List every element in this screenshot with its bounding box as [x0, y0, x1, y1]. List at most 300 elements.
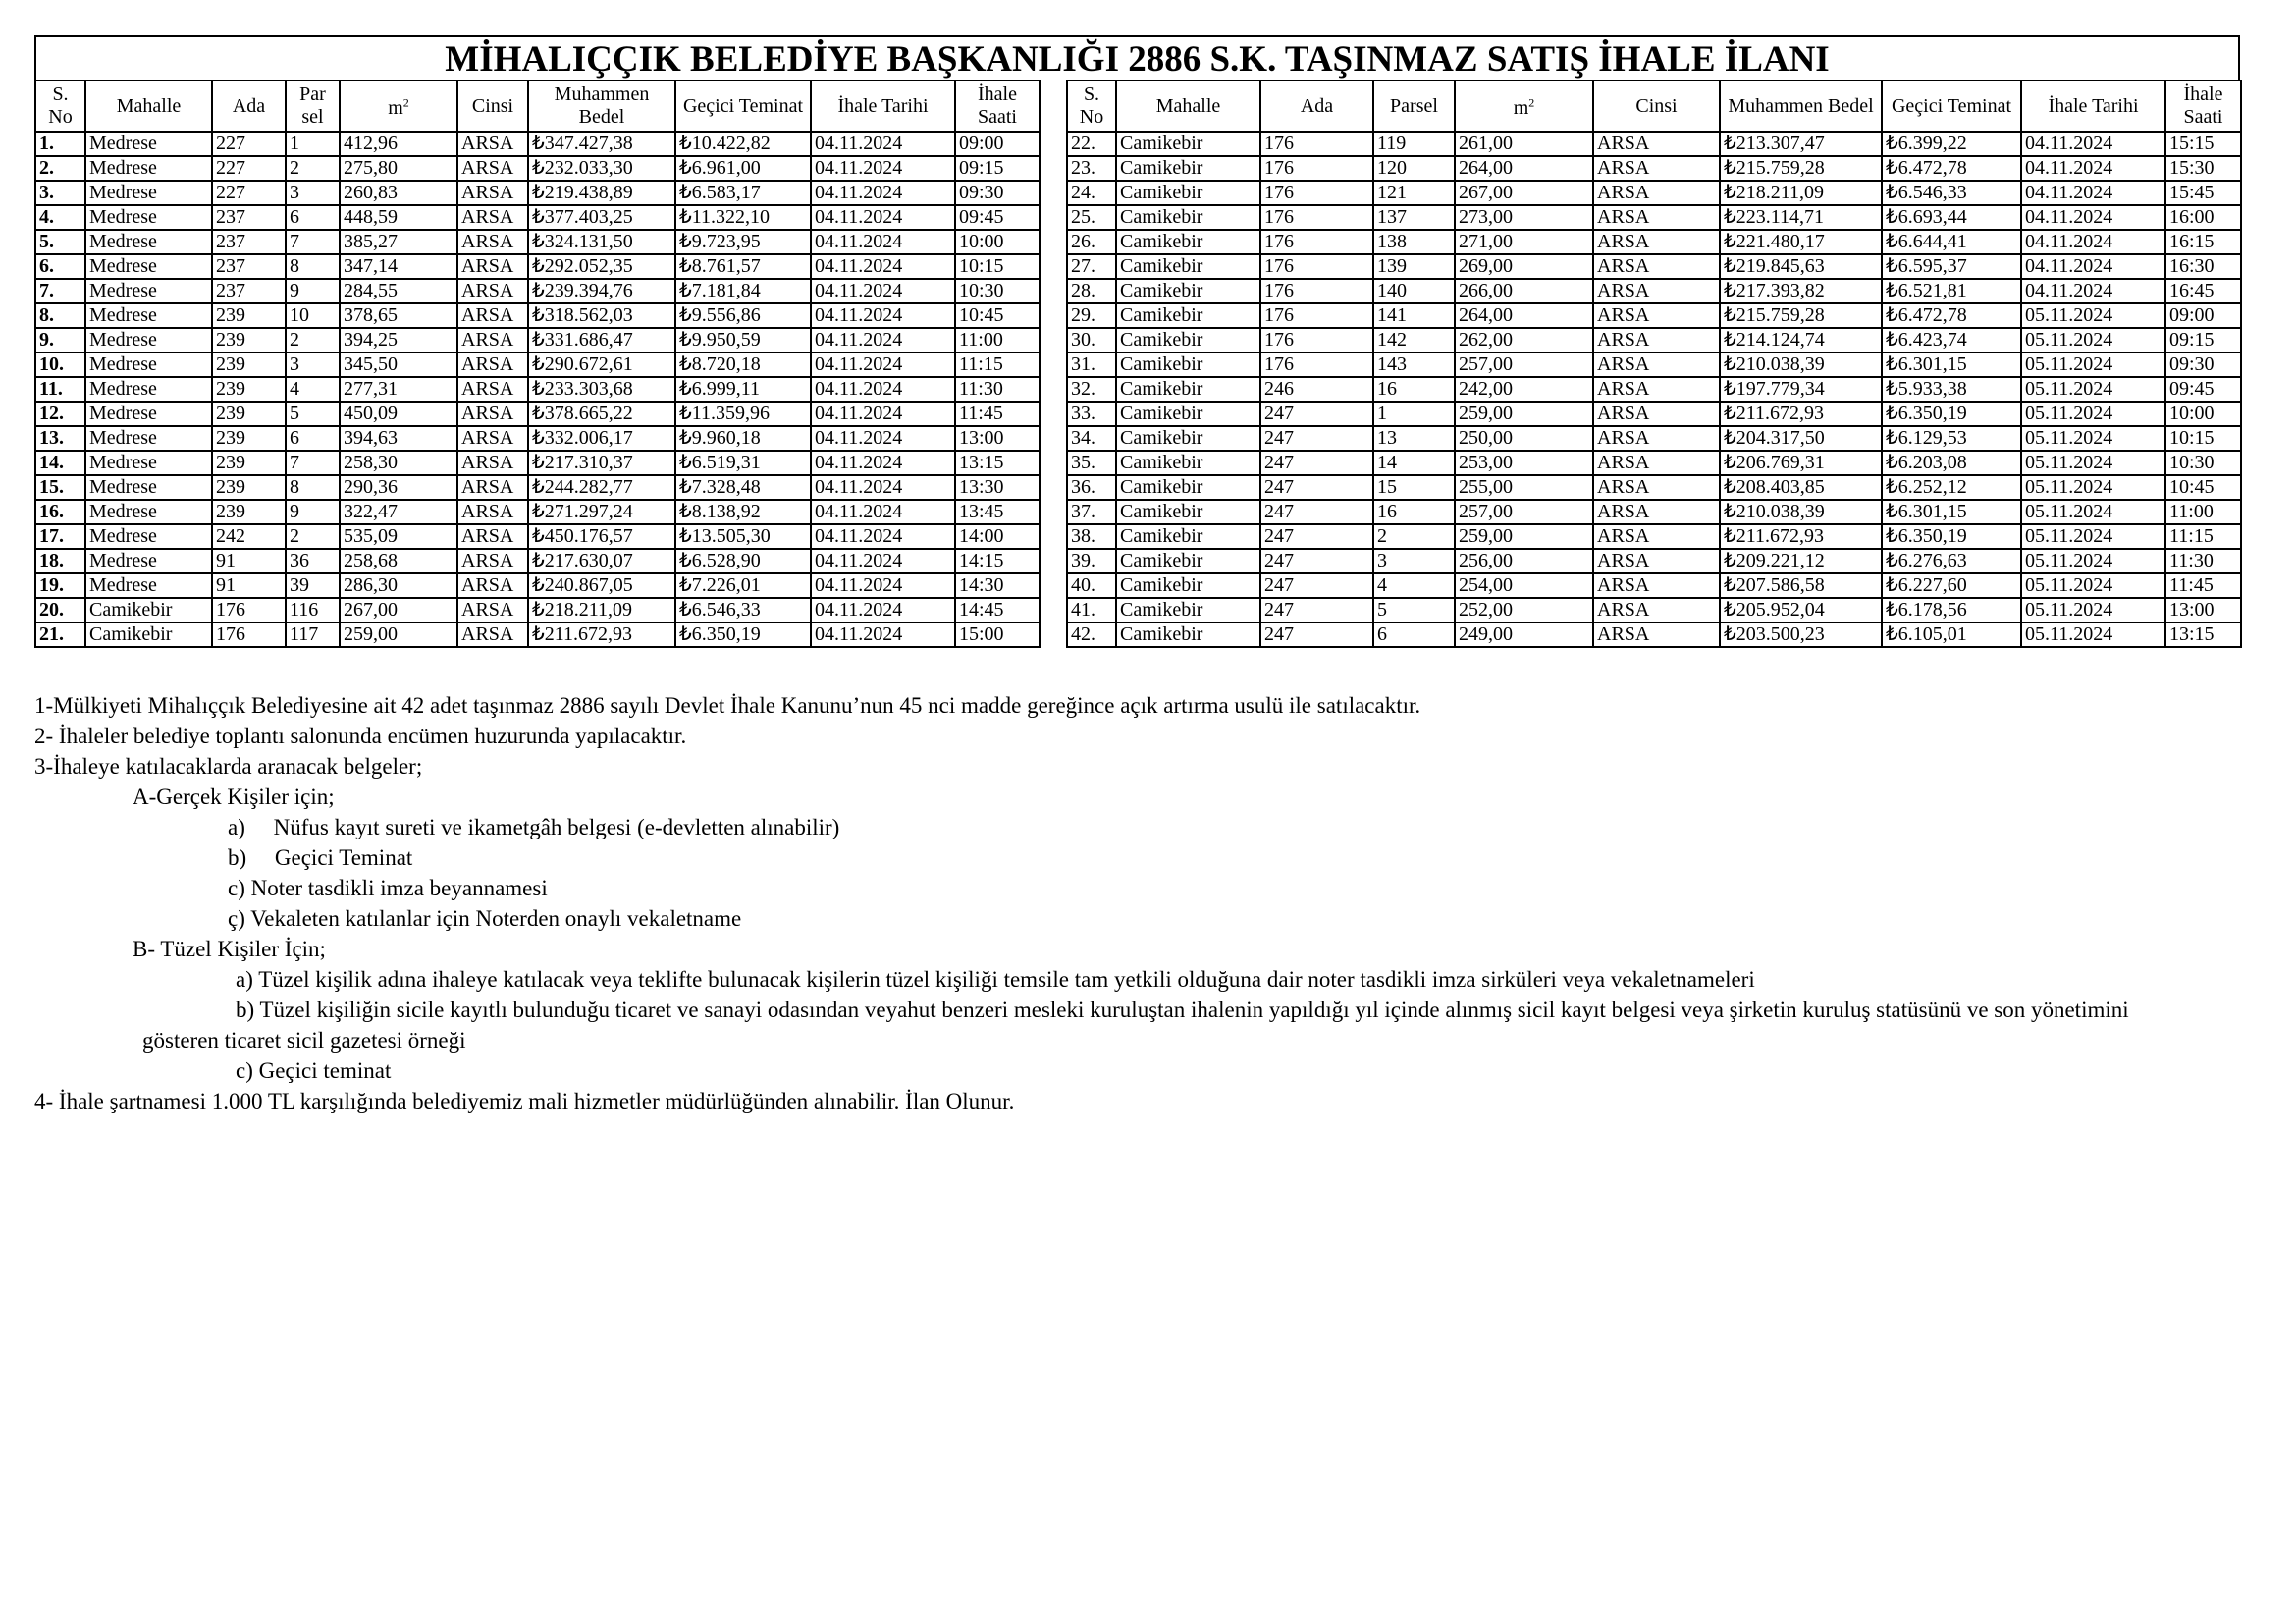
cell-ihale-tarihi: 04.11.2024 [811, 500, 955, 524]
cell-ihale-saati: 13:00 [2165, 598, 2241, 623]
cell-muhammen-bedel: ₺213.307,47 [1720, 132, 1882, 156]
cell-gecici-teminat: ₺9.556,86 [675, 303, 811, 328]
header-gecici-teminat: Geçici Teminat [1882, 81, 2021, 132]
cell-m2: 252,00 [1455, 598, 1593, 623]
cell-m2: 258,30 [340, 451, 457, 475]
cell-m2: 259,00 [1455, 524, 1593, 549]
auction-table-right [1066, 80, 2242, 648]
cell-cinsi: ARSA [1593, 573, 1720, 598]
cell-ada: 227 [212, 156, 286, 181]
cell-muhammen-bedel: ₺204.317,50 [1720, 426, 1882, 451]
cell-mahalle: Medrese [85, 132, 212, 156]
cell-sira-no: 17. [35, 524, 85, 549]
cell-muhammen-bedel: ₺240.867,05 [528, 573, 675, 598]
header-mahalle: Mahalle [1116, 81, 1260, 132]
cell-ihale-saati: 09:15 [2165, 328, 2241, 352]
cell-m2: 267,00 [340, 598, 457, 623]
cell-muhammen-bedel: ₺244.282,77 [528, 475, 675, 500]
cell-ihale-saati: 11:30 [955, 377, 1040, 402]
note-line: b) Tüzel kişiliğin sicile kayıtlı bulunduğu ticaret ve sanayi odasından veyahut benzeri mesleki kuruluştan ihalenin yapıldığı yıl içinde alınmış sicil kayıt belgesi veya şirketin kuruluş statüsünü ve son yönetimini [236, 998, 2129, 1022]
cell-gecici-teminat: ₺6.472,78 [1882, 303, 2021, 328]
cell-muhammen-bedel: ₺217.310,37 [528, 451, 675, 475]
cell-gecici-teminat: ₺6.252,12 [1882, 475, 2021, 500]
table-row [35, 230, 1040, 254]
cell-sira-no: 30. [1067, 328, 1116, 352]
cell-muhammen-bedel: ₺217.630,07 [528, 549, 675, 573]
cell-m2: 257,00 [1455, 352, 1593, 377]
cell-parsel: 121 [1373, 181, 1455, 205]
note-line: B- Tüzel Kişiler İçin; [133, 937, 326, 961]
cell-parsel: 3 [286, 352, 340, 377]
cell-m2: 253,00 [1455, 451, 1593, 475]
cell-ada: 239 [212, 451, 286, 475]
cell-sira-no: 32. [1067, 377, 1116, 402]
cell-gecici-teminat: ₺6.399,22 [1882, 132, 2021, 156]
cell-parsel: 6 [1373, 623, 1455, 647]
cell-parsel: 2 [1373, 524, 1455, 549]
cell-muhammen-bedel: ₺219.438,89 [528, 181, 675, 205]
cell-m2: 271,00 [1455, 230, 1593, 254]
cell-ihale-tarihi: 04.11.2024 [811, 475, 955, 500]
cell-mahalle: Camikebir [1116, 303, 1260, 328]
cell-muhammen-bedel: ₺209.221,12 [1720, 549, 1882, 573]
cell-gecici-teminat: ₺9.960,18 [675, 426, 811, 451]
header-ihale-saati: İhale Saati [2165, 81, 2241, 132]
cell-m2: 275,80 [340, 156, 457, 181]
table-row [1067, 328, 2241, 352]
table-row [35, 181, 1040, 205]
cell-ada: 91 [212, 573, 286, 598]
table-row [1067, 254, 2241, 279]
cell-m2: 258,68 [340, 549, 457, 573]
header-gecici-teminat: Geçici Teminat [675, 81, 811, 132]
cell-cinsi: ARSA [1593, 426, 1720, 451]
cell-gecici-teminat: ₺6.423,74 [1882, 328, 2021, 352]
cell-ihale-tarihi: 04.11.2024 [2021, 181, 2165, 205]
cell-cinsi: ARSA [1593, 132, 1720, 156]
table-row [35, 426, 1040, 451]
cell-m2: 535,09 [340, 524, 457, 549]
cell-mahalle: Camikebir [1116, 230, 1260, 254]
cell-ada: 239 [212, 475, 286, 500]
cell-ihale-tarihi: 04.11.2024 [811, 352, 955, 377]
cell-gecici-teminat: ₺6.227,60 [1882, 573, 2021, 598]
cell-ihale-tarihi: 04.11.2024 [811, 132, 955, 156]
table-row [1067, 279, 2241, 303]
cell-ihale-saati: 14:30 [955, 573, 1040, 598]
cell-m2: 273,00 [1455, 205, 1593, 230]
cell-parsel: 4 [286, 377, 340, 402]
cell-m2: 257,00 [1455, 500, 1593, 524]
cell-muhammen-bedel: ₺347.427,38 [528, 132, 675, 156]
cell-ada: 176 [212, 598, 286, 623]
cell-m2: 394,63 [340, 426, 457, 451]
cell-ihale-saati: 10:00 [955, 230, 1040, 254]
cell-sira-no: 25. [1067, 205, 1116, 230]
cell-m2: 266,00 [1455, 279, 1593, 303]
note-line: a) Tüzel kişilik adına ihaleye katılacak veya teklifte bulunacak kişilerin tüzel kişiliği temsile tam yetkili olduğuna dair noter tasdikli imza sirküleri veya vekaletnameleri [236, 967, 1755, 992]
cell-muhammen-bedel: ₺215.759,28 [1720, 156, 1882, 181]
cell-sira-no: 6. [35, 254, 85, 279]
cell-ada: 176 [1260, 132, 1373, 156]
cell-ihale-tarihi: 04.11.2024 [2021, 205, 2165, 230]
cell-ihale-tarihi: 04.11.2024 [811, 426, 955, 451]
cell-ihale-saati: 09:45 [2165, 377, 2241, 402]
cell-muhammen-bedel: ₺218.211,09 [528, 598, 675, 623]
cell-sira-no: 14. [35, 451, 85, 475]
cell-cinsi: ARSA [457, 328, 528, 352]
cell-ada: 247 [1260, 623, 1373, 647]
cell-cinsi: ARSA [1593, 451, 1720, 475]
cell-ihale-tarihi: 04.11.2024 [811, 402, 955, 426]
cell-parsel: 143 [1373, 352, 1455, 377]
cell-parsel: 9 [286, 500, 340, 524]
cell-gecici-teminat: ₺5.933,38 [1882, 377, 2021, 402]
cell-ihale-tarihi: 04.11.2024 [811, 377, 955, 402]
cell-cinsi: ARSA [457, 623, 528, 647]
cell-gecici-teminat: ₺6.276,63 [1882, 549, 2021, 573]
table-row [35, 451, 1040, 475]
cell-ihale-saati: 09:00 [955, 132, 1040, 156]
cell-parsel: 13 [1373, 426, 1455, 451]
cell-ada: 247 [1260, 549, 1373, 573]
cell-ada: 176 [1260, 279, 1373, 303]
cell-ihale-tarihi: 04.11.2024 [811, 156, 955, 181]
cell-cinsi: ARSA [457, 426, 528, 451]
note-line: 4- İhale şartnamesi 1.000 TL karşılığında belediyemiz mali hizmetler müdürlüğünden alınabilir. İlan Olunur. [34, 1089, 1015, 1113]
cell-cinsi: ARSA [1593, 254, 1720, 279]
cell-m2: 450,09 [340, 402, 457, 426]
cell-ada: 239 [212, 500, 286, 524]
table-row [1067, 230, 2241, 254]
cell-ada: 176 [1260, 303, 1373, 328]
cell-ihale-tarihi: 05.11.2024 [2021, 426, 2165, 451]
cell-ihale-tarihi: 05.11.2024 [2021, 500, 2165, 524]
cell-muhammen-bedel: ₺324.131,50 [528, 230, 675, 254]
cell-ihale-saati: 13:30 [955, 475, 1040, 500]
cell-mahalle: Medrese [85, 254, 212, 279]
header-parsel: Par sel [286, 81, 340, 132]
header-muhammen-bedel: Muhammen Bedel [1720, 81, 1882, 132]
cell-m2: 448,59 [340, 205, 457, 230]
cell-ihale-saati: 11:45 [955, 402, 1040, 426]
cell-ihale-tarihi: 04.11.2024 [811, 598, 955, 623]
cell-cinsi: ARSA [457, 303, 528, 328]
cell-mahalle: Medrese [85, 181, 212, 205]
cell-ihale-saati: 09:00 [2165, 303, 2241, 328]
cell-mahalle: Medrese [85, 573, 212, 598]
cell-ihale-tarihi: 04.11.2024 [811, 279, 955, 303]
cell-sira-no: 13. [35, 426, 85, 451]
cell-muhammen-bedel: ₺318.562,03 [528, 303, 675, 328]
cell-parsel: 2 [286, 328, 340, 352]
cell-ihale-tarihi: 05.11.2024 [2021, 451, 2165, 475]
cell-sira-no: 42. [1067, 623, 1116, 647]
cell-mahalle: Medrese [85, 156, 212, 181]
cell-m2: 264,00 [1455, 303, 1593, 328]
cell-muhammen-bedel: ₺217.393,82 [1720, 279, 1882, 303]
cell-ihale-saati: 16:15 [2165, 230, 2241, 254]
cell-ihale-saati: 13:15 [955, 451, 1040, 475]
cell-gecici-teminat: ₺6.203,08 [1882, 451, 2021, 475]
cell-parsel: 16 [1373, 500, 1455, 524]
cell-mahalle: Medrese [85, 377, 212, 402]
cell-muhammen-bedel: ₺211.672,93 [528, 623, 675, 647]
cell-gecici-teminat: ₺9.950,59 [675, 328, 811, 352]
cell-gecici-teminat: ₺6.644,41 [1882, 230, 2021, 254]
cell-sira-no: 26. [1067, 230, 1116, 254]
cell-ihale-tarihi: 04.11.2024 [811, 549, 955, 573]
cell-sira-no: 10. [35, 352, 85, 377]
cell-muhammen-bedel: ₺271.297,24 [528, 500, 675, 524]
cell-cinsi: ARSA [457, 132, 528, 156]
cell-muhammen-bedel: ₺210.038,39 [1720, 500, 1882, 524]
table-row [1067, 573, 2241, 598]
cell-mahalle: Camikebir [1116, 181, 1260, 205]
cell-mahalle: Medrese [85, 524, 212, 549]
note-line: c) Noter tasdikli imza beyannamesi [228, 876, 548, 900]
cell-muhammen-bedel: ₺221.480,17 [1720, 230, 1882, 254]
cell-gecici-teminat: ₺11.322,10 [675, 205, 811, 230]
cell-gecici-teminat: ₺6.521,81 [1882, 279, 2021, 303]
cell-cinsi: ARSA [1593, 549, 1720, 573]
cell-muhammen-bedel: ₺378.665,22 [528, 402, 675, 426]
note-line: 2- İhaleler belediye toplantı salonunda encümen huzurunda yapılacaktır. [34, 724, 687, 748]
cell-parsel: 4 [1373, 573, 1455, 598]
cell-ihale-saati: 15:45 [2165, 181, 2241, 205]
cell-sira-no: 31. [1067, 352, 1116, 377]
cell-sira-no: 41. [1067, 598, 1116, 623]
cell-ihale-tarihi: 05.11.2024 [2021, 328, 2165, 352]
cell-m2: 250,00 [1455, 426, 1593, 451]
table-row [1067, 524, 2241, 549]
cell-m2: 242,00 [1455, 377, 1593, 402]
cell-ada: 176 [1260, 230, 1373, 254]
cell-ada: 176 [1260, 352, 1373, 377]
cell-ihale-saati: 09:15 [955, 156, 1040, 181]
cell-mahalle: Camikebir [1116, 500, 1260, 524]
cell-cinsi: ARSA [457, 451, 528, 475]
cell-m2: 347,14 [340, 254, 457, 279]
cell-parsel: 3 [1373, 549, 1455, 573]
table-row [1067, 352, 2241, 377]
cell-muhammen-bedel: ₺292.052,35 [528, 254, 675, 279]
cell-ihale-saati: 10:30 [2165, 451, 2241, 475]
cell-muhammen-bedel: ₺211.672,93 [1720, 524, 1882, 549]
cell-ihale-tarihi: 05.11.2024 [2021, 303, 2165, 328]
cell-parsel: 16 [1373, 377, 1455, 402]
cell-sira-no: 22. [1067, 132, 1116, 156]
table-row [1067, 402, 2241, 426]
cell-gecici-teminat: ₺6.519,31 [675, 451, 811, 475]
cell-sira-no: 1. [35, 132, 85, 156]
cell-cinsi: ARSA [1593, 524, 1720, 549]
table-row [1067, 205, 2241, 230]
cell-ihale-tarihi: 05.11.2024 [2021, 623, 2165, 647]
cell-sira-no: 28. [1067, 279, 1116, 303]
cell-gecici-teminat: ₺6.472,78 [1882, 156, 2021, 181]
cell-parsel: 1 [1373, 402, 1455, 426]
cell-ada: 247 [1260, 500, 1373, 524]
cell-ihale-tarihi: 05.11.2024 [2021, 524, 2165, 549]
cell-sira-no: 9. [35, 328, 85, 352]
note-line: A-Gerçek Kişiler için; [133, 785, 335, 809]
cell-gecici-teminat: ₺9.723,95 [675, 230, 811, 254]
cell-cinsi: ARSA [457, 524, 528, 549]
cell-mahalle: Medrese [85, 426, 212, 451]
cell-ihale-saati: 14:45 [955, 598, 1040, 623]
page-title: MİHALIÇÇIK BELEDİYE BAŞKANLIĞI 2886 S.K. TAŞINMAZ SATIŞ İHALE İLANI [445, 39, 1830, 80]
table-row [35, 402, 1040, 426]
cell-ada: 237 [212, 230, 286, 254]
header-sira-no: S. No [35, 81, 85, 132]
cell-mahalle: Camikebir [1116, 205, 1260, 230]
cell-mahalle: Camikebir [1116, 279, 1260, 303]
cell-m2: 261,00 [1455, 132, 1593, 156]
cell-ihale-saati: 16:30 [2165, 254, 2241, 279]
table-row [35, 303, 1040, 328]
table-row [35, 475, 1040, 500]
note-line: b) Geçici Teminat [228, 845, 413, 870]
cell-cinsi: ARSA [1593, 328, 1720, 352]
cell-ada: 239 [212, 328, 286, 352]
cell-ihale-tarihi: 04.11.2024 [811, 205, 955, 230]
cell-gecici-teminat: ₺7.328,48 [675, 475, 811, 500]
cell-mahalle: Medrese [85, 352, 212, 377]
cell-gecici-teminat: ₺8.761,57 [675, 254, 811, 279]
cell-m2: 259,00 [340, 623, 457, 647]
cell-cinsi: ARSA [457, 377, 528, 402]
cell-cinsi: ARSA [1593, 156, 1720, 181]
cell-ihale-saati: 15:00 [955, 623, 1040, 647]
cell-sira-no: 24. [1067, 181, 1116, 205]
cell-cinsi: ARSA [457, 156, 528, 181]
cell-mahalle: Medrese [85, 328, 212, 352]
table-row [1067, 156, 2241, 181]
cell-cinsi: ARSA [457, 500, 528, 524]
cell-ihale-tarihi: 04.11.2024 [2021, 279, 2165, 303]
cell-gecici-teminat: ₺13.505,30 [675, 524, 811, 549]
cell-cinsi: ARSA [1593, 377, 1720, 402]
cell-ada: 176 [212, 623, 286, 647]
cell-ada: 239 [212, 352, 286, 377]
cell-muhammen-bedel: ₺223.114,71 [1720, 205, 1882, 230]
cell-ada: 176 [1260, 254, 1373, 279]
cell-parsel: 2 [286, 156, 340, 181]
cell-sira-no: 29. [1067, 303, 1116, 328]
cell-sira-no: 19. [35, 573, 85, 598]
cell-mahalle: Camikebir [1116, 573, 1260, 598]
cell-muhammen-bedel: ₺206.769,31 [1720, 451, 1882, 475]
cell-cinsi: ARSA [457, 573, 528, 598]
cell-parsel: 137 [1373, 205, 1455, 230]
cell-mahalle: Medrese [85, 303, 212, 328]
cell-cinsi: ARSA [457, 475, 528, 500]
header-muhammen-bedel: Muhammen Bedel [528, 81, 675, 132]
cell-sira-no: 23. [1067, 156, 1116, 181]
cell-ihale-tarihi: 04.11.2024 [811, 623, 955, 647]
cell-ihale-saati: 13:15 [2165, 623, 2241, 647]
cell-parsel: 3 [286, 181, 340, 205]
cell-ihale-tarihi: 04.11.2024 [2021, 254, 2165, 279]
cell-ihale-saati: 11:15 [955, 352, 1040, 377]
header-sira-no: S. No [1067, 81, 1116, 132]
cell-sira-no: 21. [35, 623, 85, 647]
cell-muhammen-bedel: ₺232.033,30 [528, 156, 675, 181]
cell-parsel: 8 [286, 475, 340, 500]
cell-parsel: 9 [286, 279, 340, 303]
cell-parsel: 10 [286, 303, 340, 328]
cell-sira-no: 3. [35, 181, 85, 205]
cell-mahalle: Medrese [85, 279, 212, 303]
cell-ihale-saati: 10:15 [955, 254, 1040, 279]
cell-parsel: 140 [1373, 279, 1455, 303]
cell-gecici-teminat: ₺6.301,15 [1882, 500, 2021, 524]
cell-muhammen-bedel: ₺205.952,04 [1720, 598, 1882, 623]
cell-ihale-saati: 09:30 [955, 181, 1040, 205]
cell-cinsi: ARSA [1593, 402, 1720, 426]
header-m2 [340, 81, 457, 132]
cell-mahalle: Medrese [85, 475, 212, 500]
cell-m2: 256,00 [1455, 549, 1593, 573]
table-row [1067, 475, 2241, 500]
note-line: a) Nüfus kayıt sureti ve ikametgâh belgesi (e-devletten alınabilir) [228, 815, 840, 839]
cell-m2: 249,00 [1455, 623, 1593, 647]
cell-muhammen-bedel: ₺210.038,39 [1720, 352, 1882, 377]
cell-sira-no: 7. [35, 279, 85, 303]
table-row [35, 205, 1040, 230]
cell-ada: 237 [212, 279, 286, 303]
table-row [35, 623, 1040, 647]
cell-gecici-teminat: ₺6.528,90 [675, 549, 811, 573]
cell-parsel: 2 [286, 524, 340, 549]
cell-parsel: 138 [1373, 230, 1455, 254]
cell-gecici-teminat: ₺6.178,56 [1882, 598, 2021, 623]
cell-cinsi: ARSA [457, 598, 528, 623]
cell-cinsi: ARSA [1593, 279, 1720, 303]
note-line: 1-Mülkiyeti Mihalıççık Belediyesine ait 42 adet taşınmaz 2886 sayılı Devlet İhale Kanunu’nun 45 nci madde gereğince açık artırma usulü ile satılacaktır. [34, 693, 1421, 718]
cell-parsel: 5 [1373, 598, 1455, 623]
cell-sira-no: 2. [35, 156, 85, 181]
cell-ada: 246 [1260, 377, 1373, 402]
cell-ihale-saati: 10:00 [2165, 402, 2241, 426]
cell-parsel: 7 [286, 451, 340, 475]
cell-m2: 267,00 [1455, 181, 1593, 205]
cell-m2: 378,65 [340, 303, 457, 328]
cell-sira-no: 35. [1067, 451, 1116, 475]
header-ihale-tarihi: İhale Tarihi [811, 81, 955, 132]
cell-ada: 239 [212, 303, 286, 328]
cell-parsel: 119 [1373, 132, 1455, 156]
cell-mahalle: Camikebir [1116, 377, 1260, 402]
header-mahalle: Mahalle [85, 81, 212, 132]
cell-cinsi: ARSA [1593, 303, 1720, 328]
cell-sira-no: 20. [35, 598, 85, 623]
cell-cinsi: ARSA [457, 549, 528, 573]
cell-muhammen-bedel: ₺332.006,17 [528, 426, 675, 451]
cell-mahalle: Camikebir [1116, 426, 1260, 451]
cell-cinsi: ARSA [457, 181, 528, 205]
cell-ihale-tarihi: 05.11.2024 [2021, 475, 2165, 500]
cell-ihale-tarihi: 04.11.2024 [811, 328, 955, 352]
cell-gecici-teminat: ₺6.129,53 [1882, 426, 2021, 451]
header-ihale-saati: İhale Saati [955, 81, 1040, 132]
cell-parsel: 5 [286, 402, 340, 426]
cell-cinsi: ARSA [457, 230, 528, 254]
cell-m2: 277,31 [340, 377, 457, 402]
cell-muhammen-bedel: ₺211.672,93 [1720, 402, 1882, 426]
cell-parsel: 141 [1373, 303, 1455, 328]
